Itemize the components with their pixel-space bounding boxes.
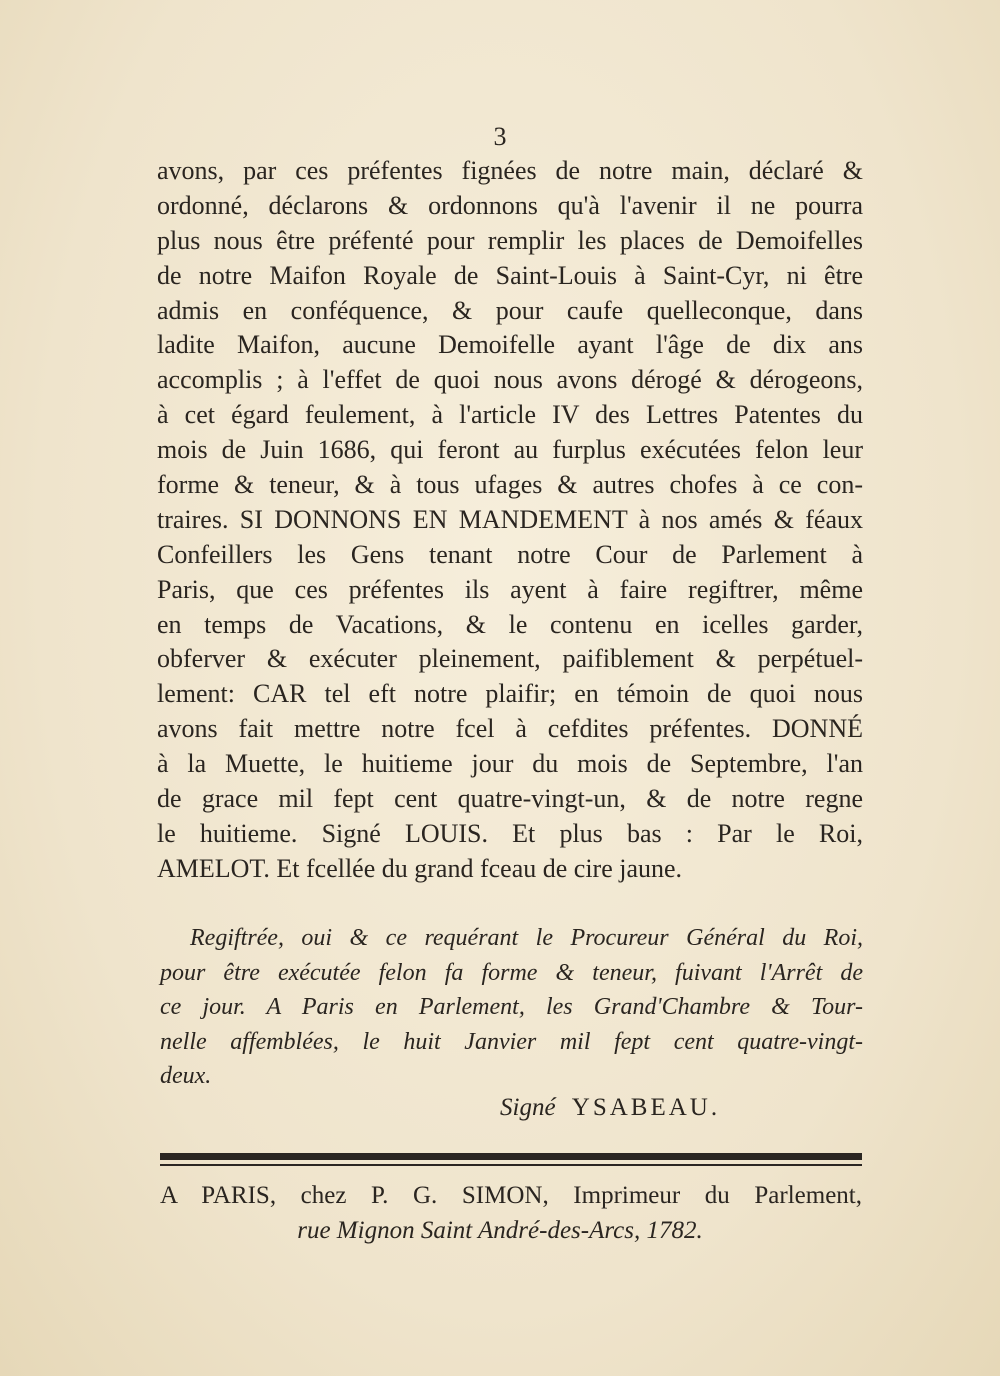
decree-body-text: [157, 154, 863, 887]
signature-block: [500, 1091, 720, 1125]
text-line: ordonné, déclarons & ordonnons qu'à l'avenir il ne pourra: [157, 190, 863, 220]
text-line: obferver & exécuter pleinement, paifiblement & perpétuel-: [157, 644, 863, 674]
registration-line: deux.: [160, 1063, 212, 1089]
registration-notice: [160, 921, 863, 1094]
text-line: traires. SI DONNONS EN MANDEMENT à nos amés & féaux: [157, 504, 863, 534]
registration-line: pour être exécutée felon fa forme & teneur, fuivant l'Arrêt de: [160, 959, 863, 986]
registration-line: nelle affemblées, le huit Janvier mil fept cent quatre-vingt-: [160, 1028, 863, 1055]
text-line: lement: CAR tel eft notre plaifir; en témoin de quoi nous: [157, 679, 863, 709]
ornamental-rule-thick: [160, 1153, 862, 1160]
registration-line: ce jour. A Paris en Parlement, les Grand'Chambre & Tour-: [160, 994, 863, 1020]
registration-line: Regiftrée, oui & ce requérant le Procureur Général du Roi,: [190, 925, 863, 951]
text-line: avons fait mettre notre fcel à cefdites préfentes. DONNÉ: [157, 714, 863, 744]
text-line: de notre Maifon Royale de Saint-Louis à Saint-Cyr, ni être: [157, 260, 863, 290]
text-line: en temps de Vacations, & le contenu en icelles garder,: [157, 609, 863, 639]
printer-address: rue Mignon Saint André-des-Arcs, 1782.: [297, 1217, 703, 1244]
text-line: accomplis ; à l'effet de quoi nous avons dérogé & dérogeons,: [157, 365, 863, 395]
ornamental-rule-thin: [160, 1164, 862, 1166]
text-line: Confeillers les Gens tenant notre Cour de Parlement à: [157, 539, 863, 569]
text-line: à la Muette, le huitieme jour du mois de Septembre, l'an: [157, 749, 863, 779]
text-line: plus nous être préfenté pour remplir les places de Demoifelles: [157, 225, 863, 255]
signature-name: YSABEAU.: [571, 1094, 721, 1121]
text-line: ladite Maifon, aucune Demoifelle ayant l'âge de dix ans: [157, 330, 863, 360]
text-line: forme & teneur, & à tous ufages & autres chofes à ce con-: [157, 470, 863, 500]
text-line: à cet égard feulement, à l'article IV des Lettres Patentes du: [157, 400, 863, 430]
text-line: mois de Juin 1686, qui feront au furplus exécutées felon leur: [157, 435, 863, 465]
text-line: de grace mil fept cent quatre-vingt-un, & de notre regne: [157, 784, 863, 814]
printer-imprint: A PARIS, chez P. G. SIMON, Imprimeur du Parlement,: [160, 1182, 862, 1209]
page-number: 3: [493, 122, 507, 151]
text-line: avons, par ces préfentes fignées de notre main, déclaré &: [157, 156, 863, 185]
signature-label: Signé: [500, 1094, 556, 1121]
text-line: Paris, que ces préfentes ils ayent à faire regiftrer, même: [157, 574, 863, 604]
text-line: AMELOT. Et fcellée du grand fceau de cire jaune.: [157, 853, 683, 883]
text-line: le huitieme. Signé LOUIS. Et plus bas : Par le Roi,: [157, 818, 863, 848]
text-line: admis en conféquence, & pour caufe quelleconque, dans: [157, 295, 863, 325]
